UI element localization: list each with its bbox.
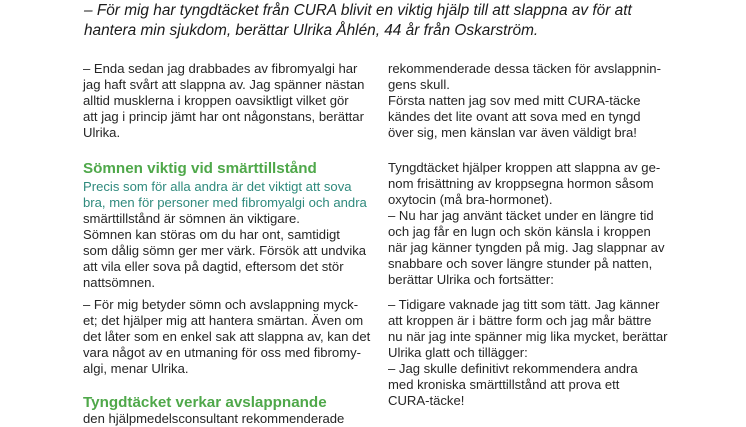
lead-quote-line: hantera min sjukdom, berättar Ulrika Åhlén, 44 år från Oskarström. (84, 21, 539, 39)
para-3-line: med kroniska smärttillstånd att prova ett (388, 377, 620, 392)
lead-quote-line: – För mig har tyngdtäcket från CURA blivit en viktig hjälp till att slappna av för att (84, 2, 632, 19)
para-3-line: att kroppen är i bättre form och jag mår bättre (388, 313, 652, 328)
para-2-line: nom frisättning av kroppsegna hormon såsom (388, 176, 654, 191)
para-2-line: Tyngdtäcket hjälper kroppen att slappna av ge- (388, 160, 661, 175)
section-1-line: som dålig sömn ger mer värk. Försök att undvika (83, 243, 367, 258)
section-heading-sleep: Sömnen viktig vid smärttillstånd (83, 160, 317, 177)
para-1-line: kändes det lite ovant att sova med en tyngd (388, 109, 641, 124)
para-1-line: rekommenderade dessa täcken för avslappnin- (388, 61, 661, 76)
para-2-line: berättar Ulrika och fortsätter: (388, 272, 554, 287)
para-3-line: – Tidigare vaknade jag titt som tätt. Jag känner (388, 297, 660, 312)
section-1-line: algi, menar Ulrika. (83, 361, 189, 376)
section-1-line: att vila eller sova på dagtid, eftersom det stör (83, 259, 344, 274)
section-1-line: vara något av en utmaning för oss med fibromy- (83, 345, 362, 360)
section-2-line: den hjälpmedelsconsultant rekommenderade (83, 411, 345, 426)
para-3-line: CURA-täcke! (388, 393, 465, 408)
para-3-line: nu när jag inte spänner mig lika mycket, berättar (388, 329, 668, 344)
para-1-line: över sig, men känslan var även väldigt bra! (388, 125, 637, 140)
intro-line: alltid musklerna i kroppen oavsiktligt vilket gör (83, 93, 349, 108)
para-1-line: gens skull. (388, 77, 450, 92)
section-1-line: smärttillstånd är sömnen än viktigare. (83, 211, 300, 226)
section-1-line: et; det hjälper mig att hantera smärtan. Även om (83, 313, 364, 328)
lead-quote (84, 1, 684, 40)
section-1-line: – För mig betyder sömn och avslappning myck- (83, 297, 359, 312)
intro-line: Ulrika. (83, 125, 121, 140)
section-1-line: det låter som en enkel sak att slappna av, kan det (83, 329, 371, 344)
section-1-line: bra, men för personer med fibromyalgi och andra (83, 195, 367, 210)
intro-line: jag haft svårt att slappna av. Jag spänner nästan (83, 77, 365, 92)
para-2-line: – Nu har jag använt täcket under en längre tid (388, 208, 654, 223)
intro-line: – Enda sedan jag drabbades av fibromyalgi har (83, 61, 358, 76)
section-1-line: Sömnen kan störas om du har ont, samtidigt (83, 227, 340, 242)
section-1-line: Precis som för alla andra är det viktigt att sova (83, 179, 352, 194)
para-2-line: när jag känner tyngden på mig. Jag slappnar av (388, 240, 665, 255)
section-heading-weighted-blanket: Tyngdtäcket verkar avslappnande (83, 394, 327, 411)
para-2-line: oxytocin (må bra-hormonet). (388, 192, 553, 207)
para-1-line: Första natten jag sov med mitt CURA-täcke (388, 93, 641, 108)
para-3-line: – Jag skulle definitivt rekommendera andra (388, 361, 638, 376)
section-1-line: nattsömnen. (83, 275, 156, 290)
para-3-line: Ulrika glatt och tillägger: (388, 345, 528, 360)
para-2-line: snabbare och sover längre stunder på natten, (388, 256, 653, 271)
intro-line: att jag i princip jämt har ont någonstans, berättar (83, 109, 364, 124)
para-2-line: och jag får en lugn och skön känsla i kroppen (388, 224, 651, 239)
